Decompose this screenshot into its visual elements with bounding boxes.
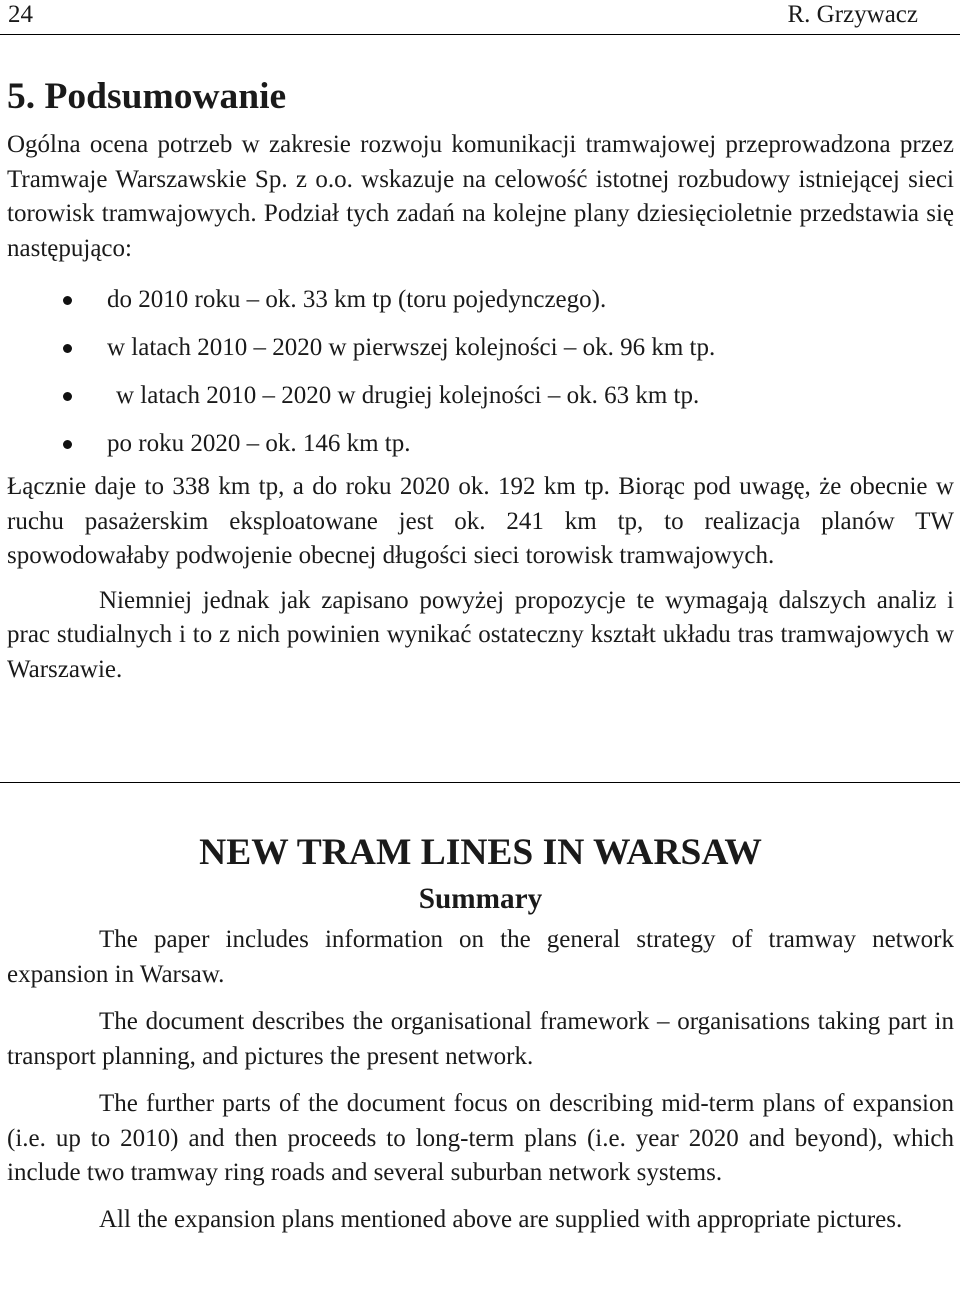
bullet-icon (63, 296, 72, 305)
horizontal-divider (0, 782, 960, 783)
bullet-icon (63, 440, 72, 449)
list-item (7, 420, 954, 468)
list-item-text: w latach 2010 – 2020 w pierwszej kolejności – ok. 96 km tp. (107, 334, 716, 361)
summary-paragraph: All the expansion plans mentioned above are supplied with appropriate pictures. (99, 1205, 903, 1233)
summary-heading: Summary (418, 883, 543, 915)
list-item-text: po roku 2020 – ok. 146 km tp. (107, 430, 411, 457)
summary-paragraph: The paper includes information on the general strategy of tramway network expansion in Warsaw. (7, 926, 954, 988)
page-number: 24 (8, 1, 33, 28)
list-item-text: do 2010 roku – ok. 33 km tp (toru pojedynczego). (107, 286, 607, 313)
summary-paragraph: The further parts of the document focus on describing mid-term plans of expansion (i.e. up to 2010) and then proceeds to long-term plans (i.e. year 2020 and beyond), which include two tramway ring roads and several suburban network systems. (7, 1090, 954, 1186)
summary-title: NEW TRAM LINES IN WARSAW (199, 832, 762, 873)
intro-paragraph: Ogólna ocena potrzeb w zakresie rozwoju komunikacji tramwajowej przeprowadzona przez Tramwaje Warszawskie Sp. z o.o. wskazuje na celowość istotnej rozbudowy istniejącej sieci torowisk tramwajowych. Podział tych zadań na kolejne plany dziesięcioletnie przedstawia się następująco: (7, 131, 954, 262)
summary-paragraph: The document describes the organisational framework – organisations taking part in transport planning, and pictures the present network. (7, 1008, 954, 1070)
bullet-icon (63, 344, 72, 353)
list-item-text: w latach 2010 – 2020 w drugiej kolejności – ok. 63 km tp. (116, 382, 700, 409)
closing-paragraph: Niemniej jednak jak zapisano powyżej propozycje te wymagają dalszych analiz i prac studialnych i to z nich powinien wynikać ostateczny kształt układu tras tramwajowych w Warszawie. (7, 586, 954, 683)
section-title: 5. Podsumowanie (7, 76, 287, 117)
bullet-list (7, 276, 954, 468)
page-header (0, 0, 960, 35)
bullet-icon (63, 392, 72, 401)
english-summary (7, 833, 954, 1237)
list-item (7, 372, 954, 420)
list-item (7, 276, 954, 324)
running-head-author: R. Grzywacz (787, 1, 918, 28)
conclusion-paragraph: Łącznie daje to 338 km tp, a do roku 2020 ok. 192 km tp. Biorąc pod uwagę, że obecnie w ruchu pasażerskim eksploatowane jest ok. 241 km tp, to realizacja planów TW spowodowałaby podwojenie obecnej długości sieci torowisk tramwajowych. (7, 473, 954, 569)
section-content (7, 76, 954, 687)
list-item (7, 324, 954, 372)
